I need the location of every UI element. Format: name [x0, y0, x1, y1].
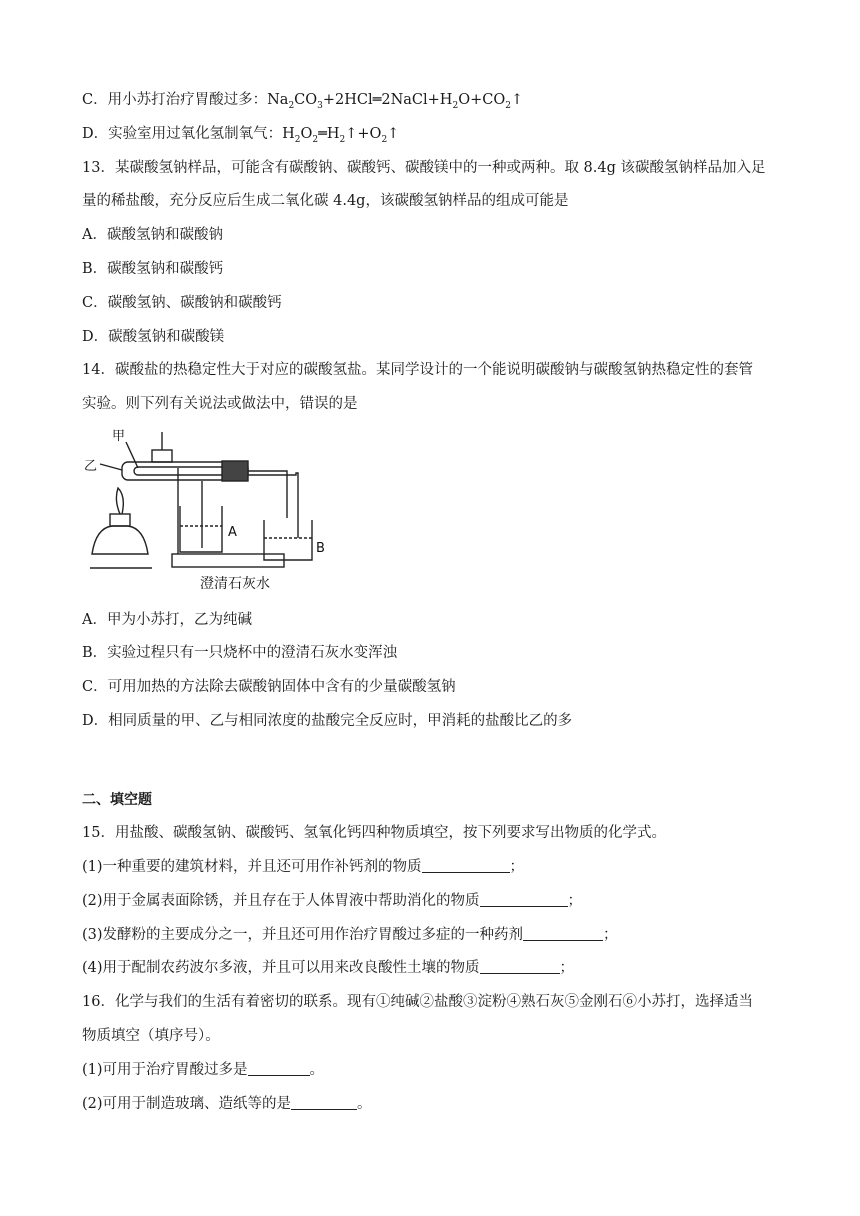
- text-fragment: ↑+O: [345, 126, 382, 142]
- text-fragment: ↑: [387, 126, 400, 142]
- q12-option-d: [82, 124, 399, 150]
- punctuation: ；: [567, 893, 583, 909]
- q16-stem-line1: 16．化学与我们的生活有着密切的联系。现有①纯碱②盐酸③淀粉④熟石灰⑤金刚石⑥小苏打，选择适当: [82, 994, 753, 1010]
- label-b: B: [316, 541, 325, 556]
- q15-item-1: [82, 857, 524, 877]
- subscript: 2: [339, 134, 346, 145]
- subscript: 3: [317, 100, 323, 111]
- subscript: 2: [505, 100, 511, 111]
- q16-stem-line2: 物质填空（填序号）。: [82, 1028, 220, 1044]
- q15-item-4: [82, 958, 574, 978]
- q13-option-a: A．碳酸氢钠和碳酸钠: [82, 227, 223, 243]
- q15-item-3: [82, 925, 618, 945]
- item-text: (2)可用于制造玻璃、造纸等的是: [82, 1096, 292, 1112]
- apparatus-diagram: [82, 428, 352, 598]
- q13-stem-line1: 13．某碳酸氢钠样品，可能含有碳酸钠、碳酸钙、碳酸镁中的一种或两种。取 8.4g 该碳酸氢钠样品加入足: [82, 160, 766, 176]
- punctuation: 。: [309, 1062, 325, 1078]
- delivery-tube-a: [248, 471, 287, 518]
- text-fragment: CO: [294, 92, 318, 108]
- delivery-tube-b: [248, 473, 298, 538]
- q15-item-2: [82, 891, 582, 911]
- subscript: 2: [294, 134, 301, 145]
- q12-option-c: [82, 90, 523, 116]
- flame: [116, 488, 123, 514]
- q13-stem-line2: 量的稀盐酸，充分反应后生成二氧化碳 4.4g，该碳酸氢钠样品的组成可能是: [82, 193, 569, 209]
- q14-option-a: A．甲为小苏打，乙为纯碱: [82, 612, 252, 628]
- q14-option-d: D．相同质量的甲、乙与相同浓度的盐酸完全反应时，甲消耗的盐酸比乙的多: [82, 713, 573, 729]
- q14-stem-line2: 实验。则下列有关说法或做法中，错误的是: [82, 396, 358, 412]
- inner-tube: [134, 467, 234, 475]
- answer-blank[interactable]: [480, 959, 560, 974]
- punctuation: 。: [357, 1096, 372, 1112]
- q14-option-c: C．可用加热的方法除去碳酸钠固体中含有的少量碳酸氢钠: [82, 679, 456, 695]
- text-fragment: ↑: [510, 92, 524, 108]
- item-text: (1)可用于治疗胃酸过多是: [82, 1062, 248, 1078]
- section-heading: 二、填空题: [82, 792, 152, 808]
- q15-stem: 15．用盐酸、碳酸氢钠、碳酸钙、氢氧化钙四种物质填空，按下列要求写出物质的化学式。: [82, 825, 666, 841]
- punctuation: ；: [603, 927, 618, 943]
- subscript: 2: [312, 134, 319, 145]
- text-fragment: C．用小苏打治疗胃酸过多：Na: [82, 92, 289, 108]
- item-text: (3)发酵粉的主要成分之一，并且还可用作治疗胃酸过多症的一种药剂: [82, 927, 524, 943]
- punctuation: ；: [509, 859, 525, 875]
- subscript: 2: [381, 134, 388, 145]
- text-fragment: D．实验室用过氧化氢制氧气：H: [82, 126, 295, 142]
- clamp: [152, 450, 172, 462]
- beaker-a: [180, 506, 222, 552]
- answer-blank[interactable]: [422, 858, 510, 873]
- stopper: [222, 461, 248, 481]
- q13-option-b: B．碳酸氢钠和碳酸钙: [82, 261, 224, 277]
- item-text: (2)用于金属表面除锈，并且存在于人体胃液中帮助消化的物质: [82, 893, 480, 909]
- item-text: (4)用于配制农药波尔多液，并且可以用来改良酸性土壤的物质: [82, 960, 480, 976]
- alcohol-lamp: [92, 526, 148, 554]
- text-fragment: +2HCl═2NaCl+H: [322, 92, 453, 108]
- subscript: 2: [452, 100, 459, 111]
- figure-caption: 澄清石灰水: [200, 576, 270, 592]
- q14-option-b: B．实验过程只有一只烧杯中的澄清石灰水变浑浊: [82, 645, 398, 661]
- answer-blank[interactable]: [291, 1095, 357, 1110]
- q16-item-1: [82, 1060, 324, 1080]
- item-text: (1)一种重要的建筑材料，并且还可用作补钙剂的物质: [82, 859, 422, 875]
- subscript: 2: [288, 100, 295, 111]
- text-fragment: O+CO: [458, 92, 506, 108]
- answer-blank[interactable]: [523, 926, 603, 941]
- label-a: A: [228, 525, 237, 540]
- q16-item-2: [82, 1094, 372, 1114]
- q13-option-d: D．碳酸氢钠和碳酸镁: [82, 329, 225, 345]
- q14-stem-line1: 14．碳酸盐的热稳定性大于对应的碳酸氢盐。某同学设计的一个能说明碳酸钠与碳酸氢钠热稳定性的套管: [82, 362, 753, 378]
- text-fragment: O: [300, 126, 313, 142]
- punctuation: ；: [559, 960, 575, 976]
- label-yi: 乙: [84, 459, 98, 474]
- answer-blank[interactable]: [248, 1061, 310, 1076]
- answer-blank[interactable]: [480, 892, 568, 907]
- apparatus-figure: [82, 428, 352, 598]
- label-jia: 甲: [112, 429, 126, 444]
- text-fragment: ═H: [318, 126, 340, 142]
- q13-option-c: C．碳酸氢钠、碳酸钠和碳酸钙: [82, 295, 282, 311]
